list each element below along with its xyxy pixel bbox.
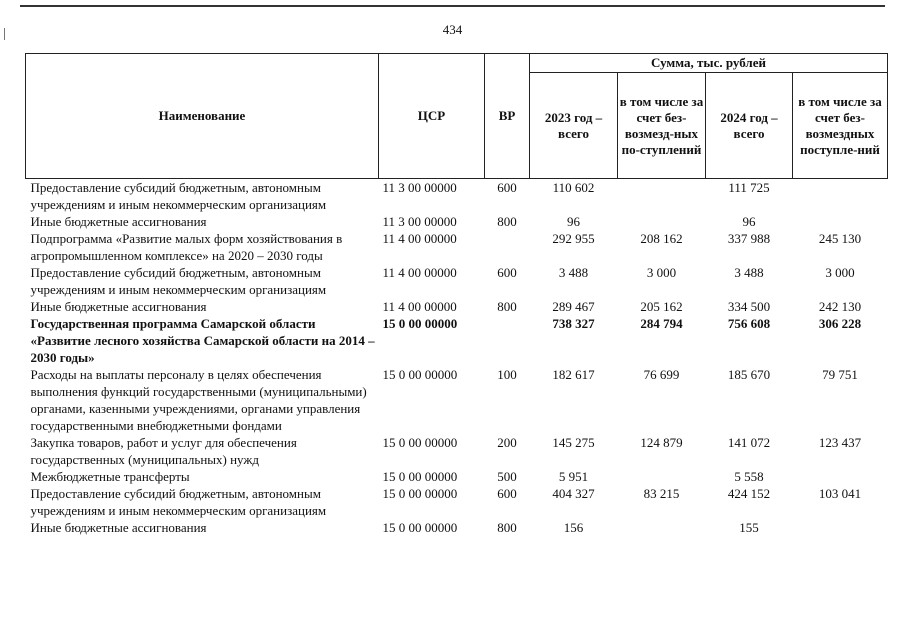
row-2023-total: 5 951	[558, 469, 589, 484]
row-csr: 15 0 00 00000	[382, 435, 458, 450]
row-2024-grant	[793, 468, 888, 485]
row-2024-total: 111 725	[728, 180, 770, 195]
header-2024-grant: в том числе за счет без-возмездных поступле-ний	[793, 73, 888, 179]
table-row	[26, 213, 888, 230]
table-row	[26, 519, 888, 536]
table-header	[26, 54, 888, 179]
row-name: Расходы на выплаты персоналу в целях обеспечения выполнения функций государственными (муниципальными) органами, казенными учреждениями, органами управления государственными внебюджетными фондами	[30, 367, 367, 433]
table-body	[26, 179, 888, 537]
row-2023-total: 156	[563, 520, 584, 535]
row-2023-grant: 208 162	[640, 231, 683, 246]
row-2023-total: 110 602	[552, 180, 595, 195]
header-csr: ЦСР	[379, 54, 485, 179]
row-name: Предоставление субсидий бюджетным, автономным учреждениям и иным некоммерческим организациям	[30, 265, 327, 297]
row-vr: 800	[497, 299, 517, 314]
header-2023-total: 2023 год – всего	[530, 73, 618, 179]
header-vr: ВР	[485, 54, 530, 179]
row-csr: 11 3 00 00000	[382, 214, 457, 229]
row-2023-total: 289 467	[552, 299, 595, 314]
row-name: Предоставление субсидий бюджетным, автономным учреждениям и иным некоммерческим организациям	[30, 486, 327, 518]
row-2024-total: 141 072	[727, 435, 771, 450]
row-2023-grant	[618, 179, 706, 214]
row-2023-total: 3 488	[558, 265, 589, 280]
row-2024-total: 334 500	[727, 299, 771, 314]
row-2024-total: 185 670	[727, 367, 771, 382]
row-name: Иные бюджетные ассигнования	[30, 520, 207, 535]
row-2023-total: 182 617	[552, 367, 595, 382]
row-2023-grant: 124 879	[640, 435, 683, 450]
table-row	[26, 434, 888, 468]
row-2023-grant: 284 794	[640, 316, 683, 331]
row-2023-total: 404 327	[552, 486, 595, 501]
row-2024-grant: 103 041	[818, 486, 862, 501]
page-number: 434	[442, 22, 463, 37]
row-vr: 200	[497, 435, 517, 450]
row-2023-grant	[618, 519, 706, 536]
header-name: Наименование	[26, 54, 379, 179]
budget-table	[25, 53, 888, 536]
row-2024-total: 337 988	[727, 231, 771, 246]
row-name: Межбюджетные трансферты	[30, 469, 190, 484]
row-2023-total: 292 955	[552, 231, 595, 246]
row-2024-total: 155	[739, 520, 759, 535]
row-csr: 15 0 00 00000	[382, 316, 458, 331]
header-2024-total: 2024 год – всего	[706, 73, 793, 179]
row-2024-grant: 242 130	[818, 299, 862, 314]
row-2024-grant: 245 130	[818, 231, 862, 246]
row-2023-grant: 3 000	[646, 265, 677, 280]
row-vr: 500	[497, 469, 517, 484]
table-row	[26, 485, 888, 519]
row-csr: 15 0 00 00000	[382, 367, 458, 382]
row-2023-total: 96	[567, 214, 580, 229]
row-csr: 11 4 00 00000	[382, 299, 457, 314]
row-vr: 800	[497, 520, 517, 535]
row-2024-total: 5 558	[734, 469, 764, 484]
row-2024-grant: 123 437	[818, 435, 862, 450]
row-csr: 15 0 00 00000	[382, 469, 458, 484]
table-row	[26, 298, 888, 315]
row-2023-grant	[618, 468, 706, 485]
row-2023-total: 145 275	[552, 435, 595, 450]
row-2023-grant	[618, 213, 706, 230]
row-csr: 11 4 00 00000	[382, 265, 457, 280]
row-2024-grant	[793, 179, 888, 214]
row-csr: 11 3 00 00000	[382, 180, 457, 195]
row-2024-grant	[793, 213, 888, 230]
table-row	[26, 366, 888, 434]
row-2023-grant: 76 699	[643, 367, 680, 382]
row-name: Иные бюджетные ассигнования	[30, 214, 207, 229]
top-rule	[20, 5, 885, 7]
row-vr	[485, 230, 530, 264]
row-2024-total: 424 152	[727, 486, 771, 501]
row-csr: 11 4 00 00000	[382, 231, 457, 246]
row-2023-grant: 205 162	[640, 299, 683, 314]
row-vr	[485, 315, 530, 366]
row-2024-total: 756 608	[727, 316, 771, 331]
row-2023-total: 738 327	[552, 316, 595, 331]
header-2023-grant: в том числе за счет без-возмезд-ных по-ступлений	[618, 73, 706, 179]
table-row	[26, 264, 888, 298]
row-name: Государственная программа Самарской области «Развитие лесного хозяйства Самарской области на 2014 – 2030 годы»	[30, 316, 375, 365]
table-row	[26, 179, 888, 214]
table-row	[26, 468, 888, 485]
table-row	[26, 230, 888, 264]
row-name: Предоставление субсидий бюджетным, автономным учреждениям и иным некоммерческим организациям	[30, 180, 327, 212]
row-name: Закупка товаров, работ и услуг для обеспечения государственных (муниципальных) нужд	[30, 435, 297, 467]
row-vr: 600	[497, 486, 517, 501]
row-2023-grant: 83 215	[643, 486, 680, 501]
row-vr: 600	[497, 265, 517, 280]
row-csr: 15 0 00 00000	[382, 486, 458, 501]
row-2024-grant	[793, 519, 888, 536]
header-sum-group: Сумма, тыс. рублей	[530, 54, 888, 73]
row-vr: 600	[497, 180, 517, 195]
row-2024-total: 96	[742, 214, 756, 229]
row-2024-grant: 306 228	[818, 316, 862, 331]
row-name: Иные бюджетные ассигнования	[30, 299, 207, 314]
table-row	[26, 315, 888, 366]
row-vr: 800	[497, 214, 517, 229]
row-2024-total: 3 488	[734, 265, 764, 280]
row-2024-grant: 3 000	[825, 265, 855, 280]
row-vr: 100	[497, 367, 517, 382]
row-csr: 15 0 00 00000	[382, 520, 458, 535]
row-name: Подпрограмма «Развитие малых форм хозяйствования в агропромышленном комплексе» на 2020 – 2030 годы	[30, 231, 343, 263]
row-2024-grant: 79 751	[822, 367, 858, 382]
